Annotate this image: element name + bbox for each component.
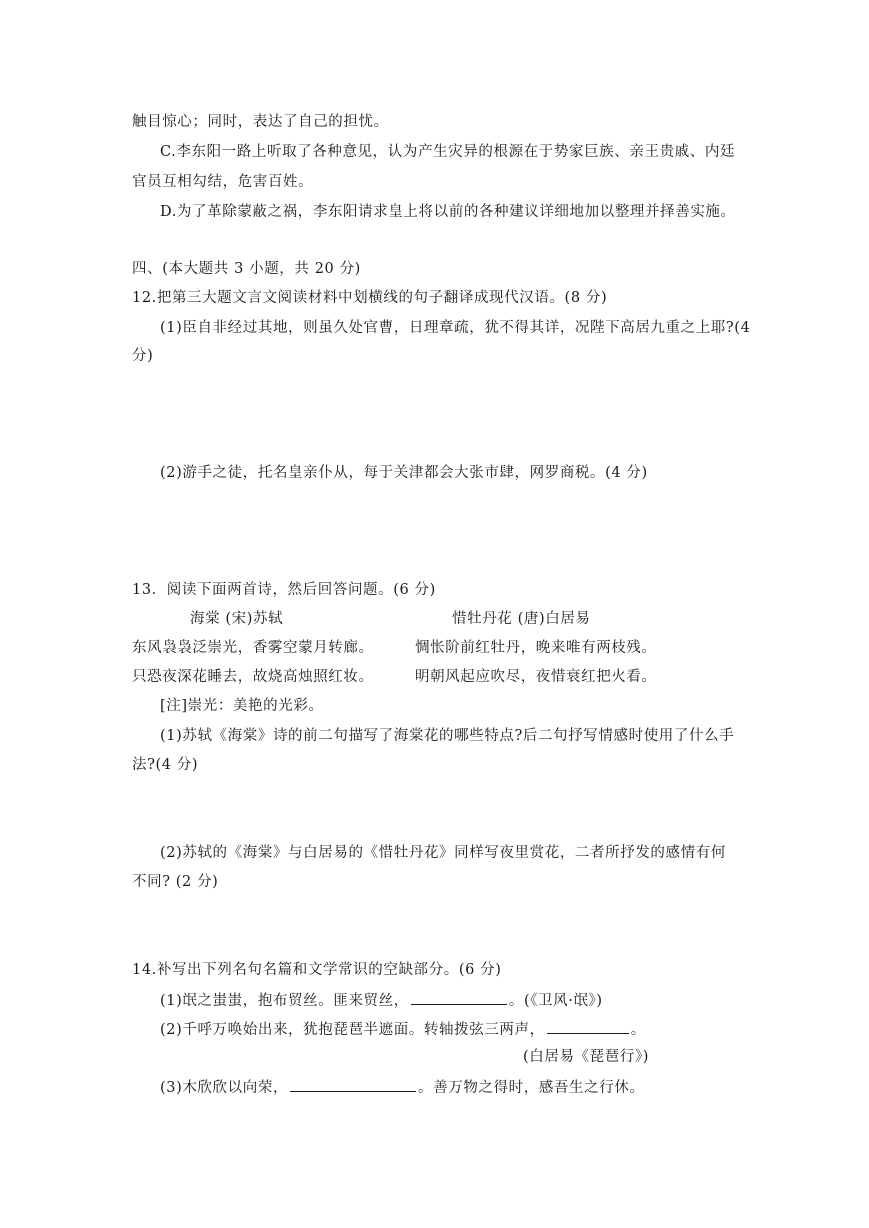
q13-sub1-line2: 法?(4 分) (132, 757, 199, 773)
q12-sub2: (2)游手之徒，托名皇亲仆从，每于关津都会大张市肆，网罗商税。(4 分) (160, 465, 648, 481)
poem2-title: 惜牡丹花 (唐)白居易 (452, 611, 591, 627)
q13-sub2-line2: 不同? (2 分) (132, 874, 219, 890)
option-c-line2: 官员互相勾结，危害百姓。 (132, 174, 314, 190)
section4-heading: 四、(本大题共 3 小题，共 20 分) (132, 261, 361, 277)
poem2-line2: 明朝风起应吹尽，夜惜衰红把火看。 (415, 669, 657, 685)
option-c-line1: C.李东阳一路上听取了各种意见，认为产生灾异的根源在于势家巨族、亲王贵戚、内廷 (160, 144, 736, 160)
q12-sub1-line1: (1)臣自非经过其地，则虽久处官曹，日理章疏，犹不得其详，况陛下高居九重之上耶?(4 (160, 320, 751, 336)
q14-sub1-answer-blank[interactable] (411, 989, 507, 1005)
poem1-title: 海棠 (宋)苏轼 (190, 611, 284, 627)
option-d: D.为了革除蒙蔽之祸，李东阳请求皇上将以前的各种建议详细地加以整理并择善实施。 (160, 204, 736, 220)
q14-sub1-after: 。(《卫风·氓》) (508, 993, 603, 1009)
q14-sub3-after: 。善万物之得时，感吾生之行休。 (418, 1080, 645, 1096)
q14-sub2-source: (白居易《琵琶行》) (523, 1049, 650, 1065)
q12-prompt: 12.把第三大题文言文阅读材料中划横线的句子翻译成现代汉语。(8 分) (132, 290, 608, 306)
poem1-line2: 只恐夜深花睡去，故烧高烛照红妆。 (132, 669, 374, 685)
q14-sub2-before: (2)千呼万唤始出来，犹抱琵琶半遮面。转轴拨弦三两声， (160, 1022, 545, 1038)
q13-sub2-line1: (2)苏轼的《海棠》与白居易的《惜牡丹花》同样写夜里赏花，二者所抒发的感情有何 (160, 845, 726, 861)
q14-sub1-before: (1)氓之蚩蚩，抱布贸丝。匪来贸丝， (160, 993, 409, 1009)
q13-sub1-line1: (1)苏轼《海棠》诗的前二句描写了海棠花的哪些特点?后二句抒写情感时使用了什么手 (160, 728, 735, 744)
q13-note: [注]崇光：美艳的光彩。 (160, 698, 324, 714)
q14-prompt: 14.补写出下列名句名篇和文学常识的空缺部分。(6 分) (132, 962, 502, 978)
q14-sub1 (160, 989, 603, 1011)
q14-sub3 (160, 1076, 645, 1098)
q14-sub3-answer-blank[interactable] (290, 1076, 416, 1092)
q12-sub1-line2: 分) (132, 348, 154, 364)
q14-sub2 (160, 1018, 646, 1040)
poem2-line1: 惆怅阶前红牡丹，晚来唯有两枝残。 (415, 640, 657, 656)
q14-sub2-after: 。 (630, 1022, 646, 1038)
option-b-continuation: 触目惊心；同时，表达了自己的担忧。 (132, 114, 389, 130)
q14-sub2-answer-blank[interactable] (547, 1018, 629, 1034)
q14-sub3-before: (3)木欣欣以向荣， (160, 1080, 289, 1096)
q13-prompt: 13．阅读下面两首诗，然后回答问题。(6 分) (132, 582, 436, 598)
poem1-line1: 东风袅袅泛崇光，香雾空蒙月转廊。 (132, 640, 374, 656)
